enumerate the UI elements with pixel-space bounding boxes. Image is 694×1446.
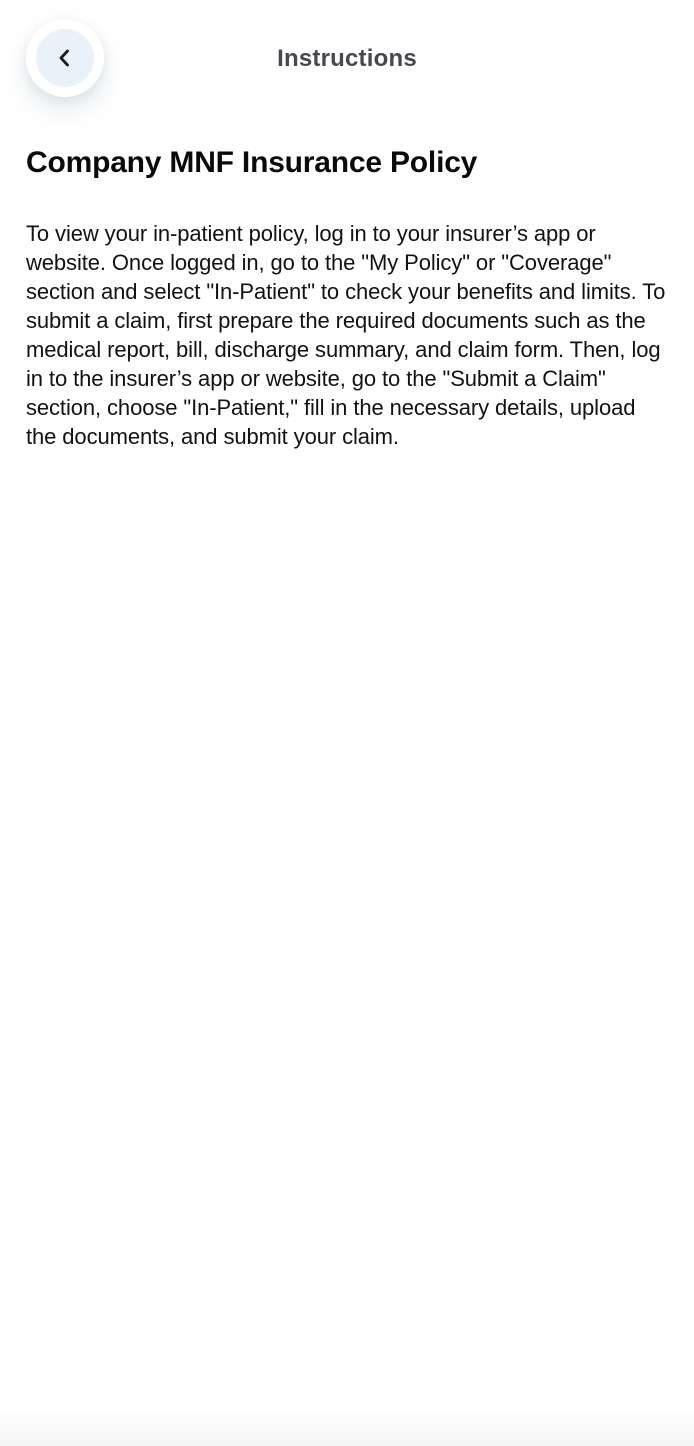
header — [0, 0, 694, 120]
bottom-fade — [0, 1408, 694, 1446]
policy-heading: Company MNF Insurance Policy — [26, 146, 478, 179]
policy-body-text: To view your in-patient policy, log in to your insurer’s app or website. Once logged in, go to the "My Policy" or "Coverage" section and select "In-Patient" to check your benefits and limits. To submit a claim, first prepare the required documents such as the medical report, bill, discharge summary, and claim form. Then, log in to the insurer’s app or website, go to the "Submit a Claim" section, choose "In-Patient," fill in the necessary details, upload the documents, and submit your claim. — [26, 221, 666, 449]
page-title: Instructions — [277, 45, 417, 72]
